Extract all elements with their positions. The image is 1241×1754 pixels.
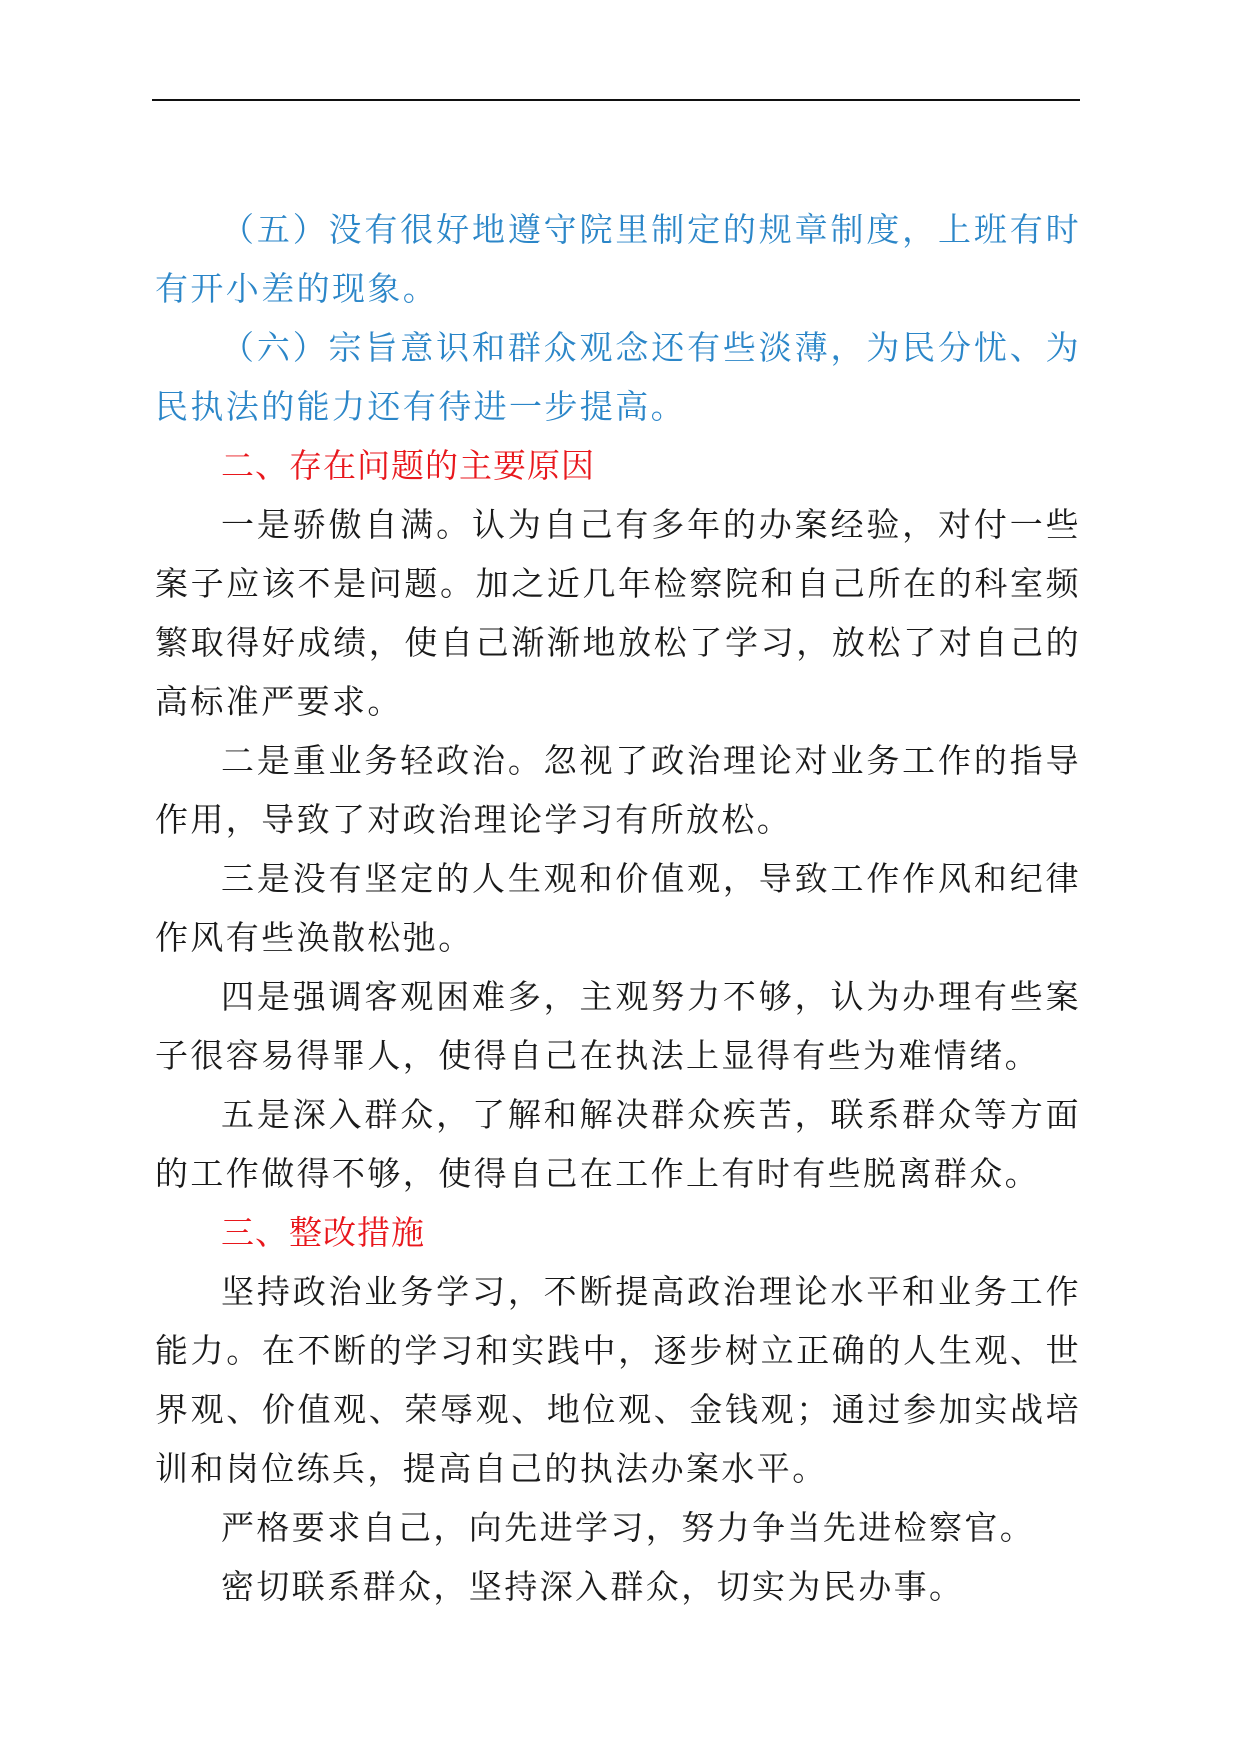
measure-paragraph-2: 严格要求自己，向先进学习，努力争当先进检察官。 bbox=[221, 1508, 1036, 1547]
section-heading-causes: 二、存在问题的主要原因 bbox=[221, 446, 595, 485]
cause-paragraph-2: 二是重业务轻政治。忽视了政治理论对业务工作的指导作用，导致了对政治理论学习有所放松。 bbox=[155, 741, 1081, 839]
cause-paragraph-1: 一是骄傲自满。认为自己有多年的办案经验，对付一些案子应该不是问题。加之近几年检察院和自己所在的科室频繁取得好成绩，使自己渐渐地放松了学习，放松了对自己的高标准严要求。 bbox=[155, 505, 1081, 721]
cause-paragraph-5: 五是深入群众，了解和解决群众疾苦，联系群众等方面的工作做得不够，使得自己在工作上有时有些脱离群众。 bbox=[155, 1095, 1081, 1193]
header-rule bbox=[152, 99, 1080, 101]
measure-paragraph-3: 密切联系群众，坚持深入群众，切实为民办事。 bbox=[221, 1567, 965, 1606]
issue-item-6: （六）宗旨意识和群众观念还有些淡薄，为民分忧、为民执法的能力还有待进一步提高。 bbox=[155, 328, 1081, 426]
document-body bbox=[155, 200, 1081, 1616]
cause-paragraph-3: 三是没有坚定的人生观和价值观，导致工作作风和纪律作风有些涣散松弛。 bbox=[155, 859, 1081, 957]
measure-paragraph-1: 坚持政治业务学习，不断提高政治理论水平和业务工作能力。在不断的学习和实践中，逐步树立正确的人生观、世界观、价值观、荣辱观、地位观、金钱观；通过参加实战培训和岗位练兵，提高自己的执法办案水平。 bbox=[155, 1272, 1081, 1488]
issue-item-5: （五）没有很好地遵守院里制定的规章制度，上班有时有开小差的现象。 bbox=[155, 210, 1081, 308]
cause-paragraph-4: 四是强调客观困难多，主观努力不够，认为办理有些案子很容易得罪人，使得自己在执法上显得有些为难情绪。 bbox=[155, 977, 1081, 1075]
section-heading-measures: 三、整改措施 bbox=[221, 1213, 425, 1252]
